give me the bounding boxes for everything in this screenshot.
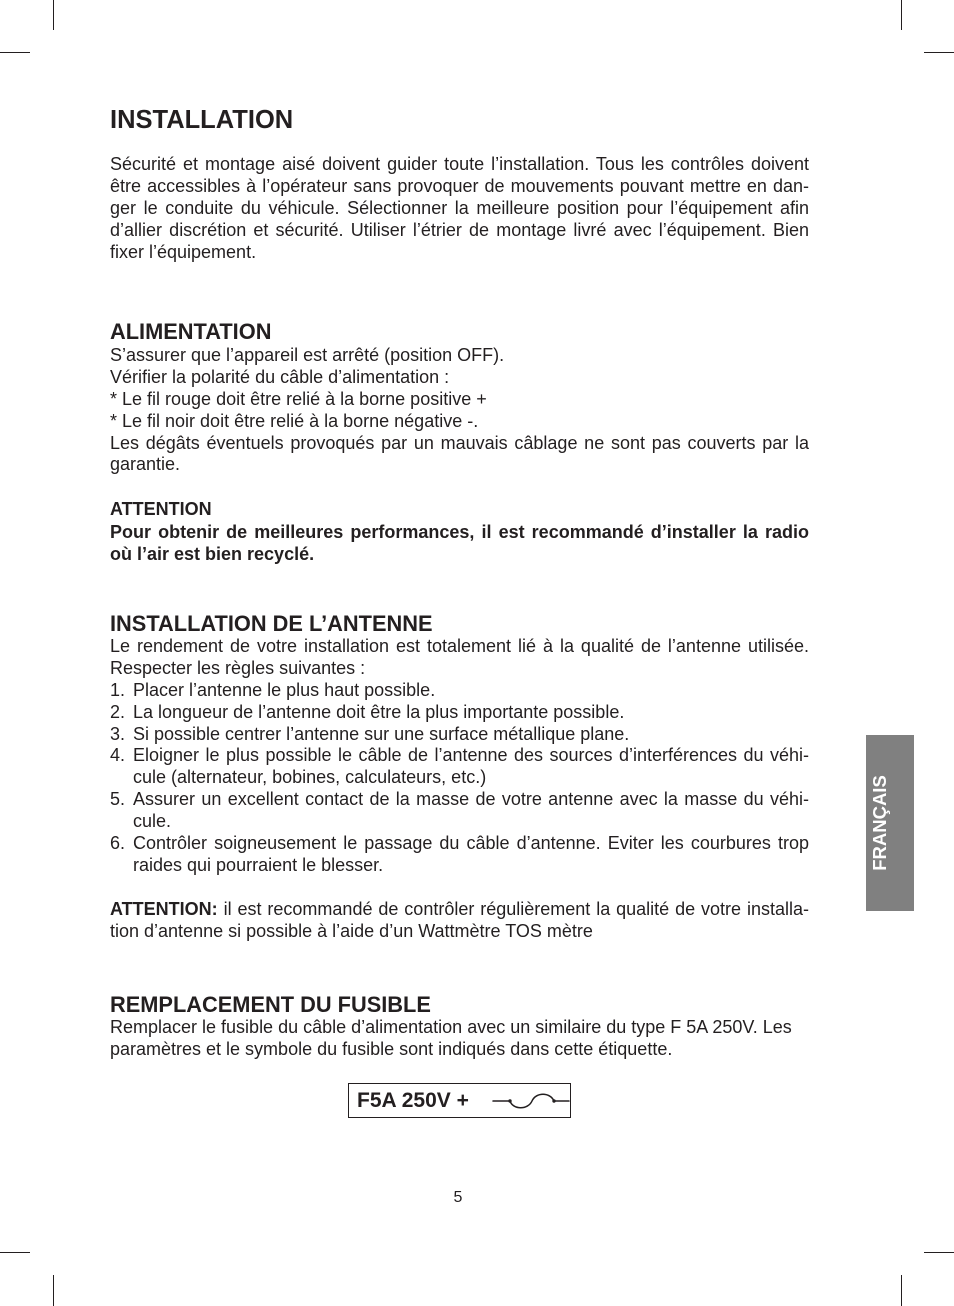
step-item (110, 724, 809, 746)
intro-line: d’allier discrétion et sécurité. Utiliser l’étrier de montage livré avec l’équipement. Bien (110, 219, 809, 240)
fuse-paragraph (110, 1017, 809, 1061)
power-line: Vérifier la polarité du câble d’alimentation : (110, 366, 450, 387)
step-text (133, 724, 809, 746)
step-number: 3. (110, 723, 126, 744)
step-line: La longueur de l’antenne doit être la plus importante possible. (133, 701, 625, 722)
crop-mark-bottom-right-horizontal (924, 1252, 954, 1253)
fuse-line: paramètres et le symbole du fusible sont indiqués dans cette étiquette. (110, 1038, 673, 1059)
antenna-notice-label: ATTENTION: (110, 899, 218, 919)
intro-line: Sécurité et montage aisé doivent guider toute l’installation. Tous les contrôles doivent (110, 154, 809, 174)
step-line: cule (alternateur, bobines, calculateurs, etc.) (133, 767, 487, 788)
fuse-rating: F5A 250V + (357, 1089, 469, 1112)
power-paragraph (110, 345, 809, 476)
antenna-intro-line: Respecter les règles suivantes : (110, 657, 366, 678)
step-line: cule. (133, 811, 172, 832)
intro-line: être accessibles à l’opérateur sans provoquer de mouvements pouvant mettre en dan- (110, 175, 809, 196)
power-notice-line: Pour obtenir de meilleures performances, il est recommandé d’installer la radio (110, 522, 809, 542)
power-line: Les dégâts éventuels provoqués par un mauvais câblage ne sont pas couverts par la (110, 432, 809, 453)
step-line: Assurer un excellent contact de la masse de votre antenne avec la masse du véhi- (133, 789, 809, 810)
power-line: garantie. (110, 454, 181, 475)
antenna-notice-text: il est recommandé de contrôler régulièrement la qualité de votre installa- (223, 899, 809, 919)
step-text (133, 789, 809, 833)
step-line: Si possible centrer l’antenne sur une surface métallique plane. (133, 723, 630, 744)
step-item (110, 702, 809, 724)
step-item (110, 789, 809, 833)
power-notice-line: où l’air est bien recyclé. (110, 543, 315, 564)
step-number: 1. (110, 679, 126, 700)
crop-mark-top-right-horizontal (924, 52, 954, 53)
fuse-line: Remplacer le fusible du câble d’alimentation avec un similaire du type F 5A 250V. Les (110, 1017, 792, 1037)
power-line: S’assurer que l’appareil est arrêté (position OFF). (110, 345, 505, 365)
fuse-symbol-icon (349, 1084, 570, 1117)
step-item (110, 745, 809, 789)
page-title: INSTALLATION (110, 106, 294, 134)
antenna-heading: INSTALLATION DE L’ANTENNE (110, 611, 433, 636)
language-side-tab (866, 735, 914, 911)
antenna-intro-line: Le rendement de votre installation est totalement lié à la qualité de l’antenne utilisée. (110, 636, 809, 656)
step-item (110, 680, 809, 702)
step-line: Eloigner le plus possible le câble de l’antenne des sources d’interférences du véhi- (133, 745, 809, 766)
power-notice-text (110, 522, 809, 566)
step-text (133, 680, 809, 702)
crop-mark-top-left-horizontal (0, 52, 30, 53)
step-line: raides qui pourraient le blesser. (133, 854, 384, 875)
step-line: Contrôler soigneusement le passage du câble d’antenne. Eviter les courbures trop (133, 833, 809, 854)
step-text (133, 745, 809, 789)
step-text (133, 702, 809, 724)
intro-paragraph (110, 154, 809, 263)
page-number: 5 (453, 1189, 463, 1206)
step-number: 4. (110, 745, 126, 766)
step-text (133, 833, 809, 877)
antenna-section (110, 636, 809, 877)
antenna-notice-line (110, 899, 809, 921)
crop-mark-bottom-right-vertical (901, 1275, 902, 1306)
intro-line: ger le conduite du véhicule. Sélectionner la meilleure position pour l’équipement afin (110, 197, 809, 218)
antenna-notice (110, 899, 809, 943)
crop-mark-top-left-vertical (53, 0, 54, 30)
fuse-heading: REMPLACEMENT DU FUSIBLE (110, 992, 431, 1017)
crop-mark-bottom-left-horizontal (0, 1252, 30, 1253)
step-line: Placer l’antenne le plus haut possible. (133, 679, 436, 700)
power-heading: ALIMENTATION (110, 319, 272, 344)
antenna-notice-line: tion d’antenne si possible à l’aide d’un Wattmètre TOS mètre (110, 920, 593, 941)
power-line: * Le fil rouge doit être relié à la borne positive + (110, 388, 487, 409)
intro-line: fixer l’équipement. (110, 241, 257, 262)
step-number: 5. (110, 789, 126, 810)
crop-mark-bottom-left-vertical (53, 1275, 54, 1306)
power-notice-label: ATTENTION (110, 499, 212, 519)
language-label: FRANÇAIS (869, 775, 890, 871)
step-number: 6. (110, 833, 126, 854)
step-number: 2. (110, 701, 126, 722)
step-item (110, 833, 809, 877)
crop-mark-top-right-vertical (901, 0, 902, 30)
fuse-label-box (348, 1083, 571, 1118)
power-line: * Le fil noir doit être relié à la borne négative -. (110, 410, 479, 431)
